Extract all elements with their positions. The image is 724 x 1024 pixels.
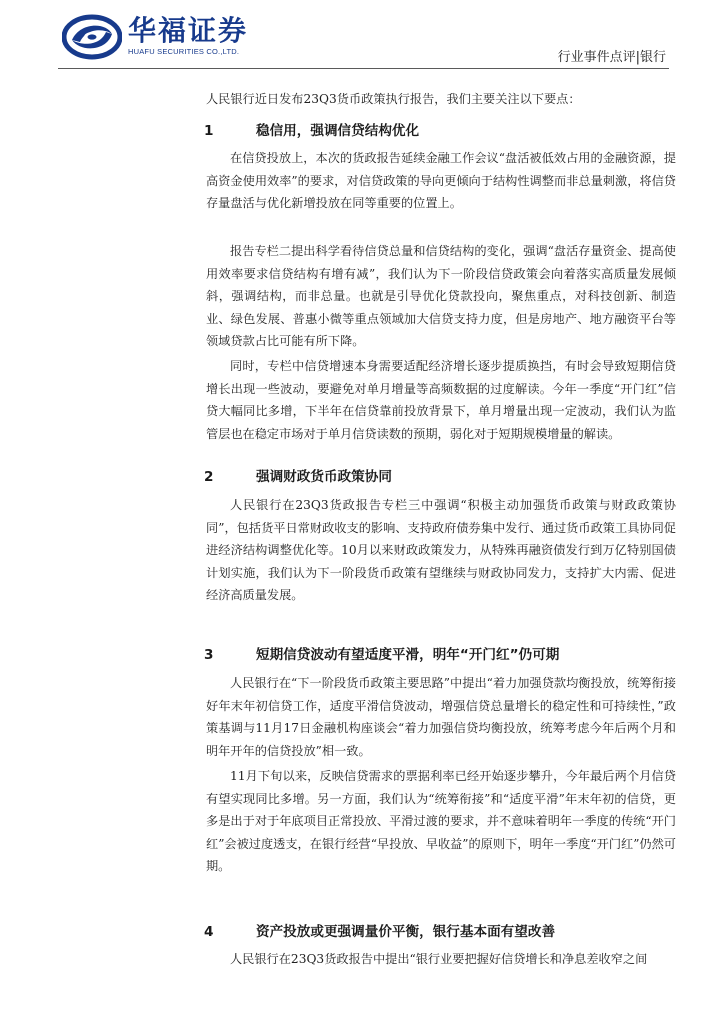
section-heading-4 xyxy=(204,922,684,942)
section-title: 资产投放或更强调量价平衡，银行基本面有望改善 xyxy=(256,924,556,940)
paragraph: 人民银行在“下一阶段货币政策主要思路”中提出“着力加强贷款均衡投放，统筹衔接好年末年初信贷工作，适度平滑信贷波动，增强信贷总量增长的稳定性和可持续性，”政策基调与11月17日金融机构座谈会“着力加强信贷均衡投放，统筹考虑今年后两个月和明年开年的信贷投放”相一致。 xyxy=(206,676,676,758)
intro-paragraph: 人民银行近日发布23Q3货币政策执行报告，我们主要关注以下要点： xyxy=(206,92,581,106)
paragraph: 同时，专栏中信贷增速本身需要适配经济增长逐步提质换挡，有时会导致短期信贷增长出现一些波动，要避免对单月增量等高频数据的过度解读。今年一季度“开门红”信贷大幅同比多增，下半年在信贷靠前投放背景下，单月增量出现一定波动，我们认为监管层也在稳定市场对于单月信贷读数的预期，弱化对于短期规模增量的解读。 xyxy=(206,359,676,441)
paragraph: 人民银行在23Q3货政报告中提出“银行业要把握好信贷增长和净息差收窄之间 xyxy=(230,952,648,966)
section-heading-3 xyxy=(204,645,684,665)
company-logo xyxy=(62,14,272,60)
paragraph: 11月下旬以来，反映信贷需求的票据利率已经开始逐步攀升，今年最后两个月信贷有望实现同比多增。另一方面，我们认为“统筹衔接”和“适度平滑”年末年初的信贷，更多是出于对于年底项目正常投放、平滑过渡的要求，并不意味着明年一季度的传统“开门红”会被过度透支，在银行经营“早投放、早收益”的原则下，明年一季度“开门红”仍然可期。 xyxy=(206,769,676,873)
section-title: 强调财政货币政策协同 xyxy=(256,469,392,485)
company-name-en: HUAFU SECURITIES CO.,LTD. xyxy=(128,47,240,56)
section-number: 3 xyxy=(204,647,214,663)
report-type-label: 行业事件点评|银行 xyxy=(557,50,666,65)
section-number: 4 xyxy=(204,924,214,940)
section-number: 2 xyxy=(204,469,214,485)
company-name-cn: 华福证券 xyxy=(128,14,249,47)
swirl-logo-icon xyxy=(62,14,122,60)
paragraph: 在信贷投放上，本次的货政报告延续金融工作会议“盘活被低效占用的金融资源，提高资金使用效率”的要求，对信贷政策的导向更倾向于结构性调整而非总量刺激，将信贷存量盘活与优化新增投放在同等重要的位置上。 xyxy=(206,151,676,210)
section-number: 1 xyxy=(204,123,214,139)
paragraph: 报告专栏二提出科学看待信贷总量和信贷结构的变化，强调“盘活存量资金、提高使用效率要求信贷结构有增有减”，我们认为下一阶段信贷政策会向着落实高质量发展倾斜，强调结构，而非总量。也就是引导优化贷款投向，聚焦重点，对科技创新、制造业、绿色发展、普惠小微等重点领域加大信贷支持力度，但是房地产、地方融资平台等领域贷款占比可能有所下降。 xyxy=(206,244,676,348)
section-title: 短期信贷波动有望适度平滑，明年“开门红”仍可期 xyxy=(256,647,560,663)
section-heading-2 xyxy=(204,467,684,487)
paragraph: 人民银行在23Q3货政报告专栏三中强调“积极主动加强货币政策与财政政策协同”，包括货平日常财政收支的影响、支持政府债券集中发行、通过货币政策工具协同促进经济结构调整优化等。10月以来财政政策发力，从特殊再融资债发行到万亿特别国债计划实施，我们认为下一阶段货币政策有望继续与财政协同发力，支持扩大内需、促进经济高质量发展。 xyxy=(206,498,676,602)
page-header xyxy=(0,0,724,72)
header-divider xyxy=(58,68,669,69)
section-heading-1 xyxy=(204,121,684,141)
section-title: 稳信用，强调信贷结构优化 xyxy=(256,123,420,139)
